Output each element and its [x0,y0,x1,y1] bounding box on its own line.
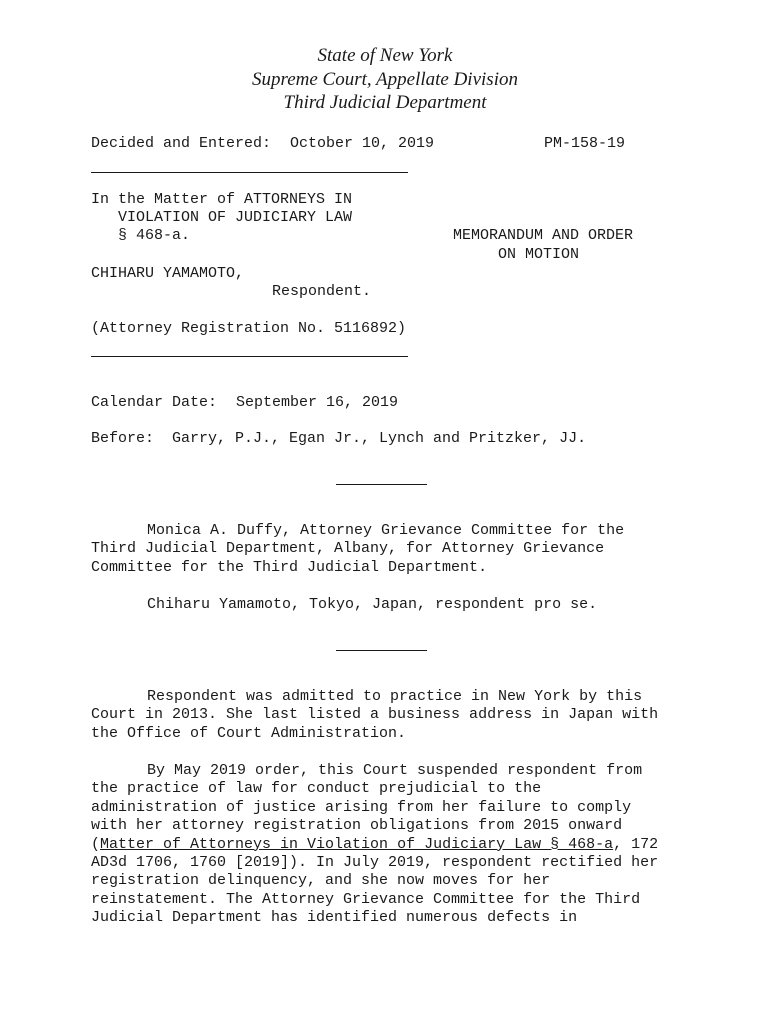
caption-top-rule [91,172,408,173]
section-divider-2 [336,650,427,651]
respondent-name: CHIHARU YAMAMOTO, [91,265,245,282]
body-line [91,836,691,854]
body-line: the Office of Court Administration. [91,724,407,742]
case-citation: Matter of Attorneys in Violation of Judiciary Law § 468-a [100,835,614,853]
citation-volume: , 172 [613,835,659,853]
section-divider-1 [336,484,427,485]
appearance-line: Chiharu Yamamoto, Tokyo, Japan, respondent pro se. [147,596,598,613]
appearance-respondent [91,596,691,614]
before-label: Before: [91,430,155,447]
order-title-line-1: MEMORANDUM AND ORDER [453,227,634,244]
case-number: PM-158-19 [544,135,626,152]
before-judges: Garry, P.J., Egan Jr., Lynch and Pritzker, JJ. [172,430,587,447]
paren: ( [91,835,101,853]
body-line: administration of justice arising from her failure to comply [91,798,632,816]
body-line: Judicial Department has identified numerous defects in [91,909,578,927]
body-line: the practice of law for conduct prejudicial to the [91,780,542,798]
body-line: Respondent was admitted to practice in New York by this [147,688,643,705]
appearance-line: Monica A. Duffy, Attorney Grievance Committee for the [147,522,625,539]
body-line: with her attorney registration obligations from 2015 onward [91,817,623,835]
body-paragraph-1 [91,688,691,743]
appearance-line: Third Judicial Department, Albany, for Attorney Grievance [91,540,605,558]
appearances-counsel [91,522,691,577]
matter-line-2: VIOLATION OF JUDICIARY LAW [118,209,353,226]
attorney-registration: (Attorney Registration No. 5116892) [91,320,407,337]
appearance-line: Committee for the Third Judicial Department. [91,558,488,576]
body-line: Court in 2013. She last listed a business address in Japan with [91,706,659,724]
body-line: reinstatement. The Attorney Grievance Committee for the Third [91,890,641,908]
respondent-role: Respondent. [272,283,372,300]
court-department: Third Judicial Department [283,92,487,113]
order-title-line-2: ON MOTION [498,246,580,263]
caption-bottom-rule [91,356,408,357]
court-name: Supreme Court, Appellate Division [252,68,518,90]
matter-line-1: In the Matter of ATTORNEYS IN [91,191,353,208]
body-line: AD3d 1706, 1760 [2019]). In July 2019, respondent rectified her [91,854,659,872]
body-paragraph-2 [91,762,691,928]
court-state: State of New York [317,45,453,66]
body-line: registration delinquency, and she now moves for her [91,872,551,890]
matter-line-3: § 468-a. [118,227,191,244]
decided-date: October 10, 2019 [290,135,435,152]
decided-label: Decided and Entered: [91,135,272,152]
calendar-date: September 16, 2019 [236,394,399,411]
calendar-label: Calendar Date: [91,394,218,411]
body-line: By May 2019 order, this Court suspended respondent from [147,762,643,779]
court-header [0,44,770,115]
